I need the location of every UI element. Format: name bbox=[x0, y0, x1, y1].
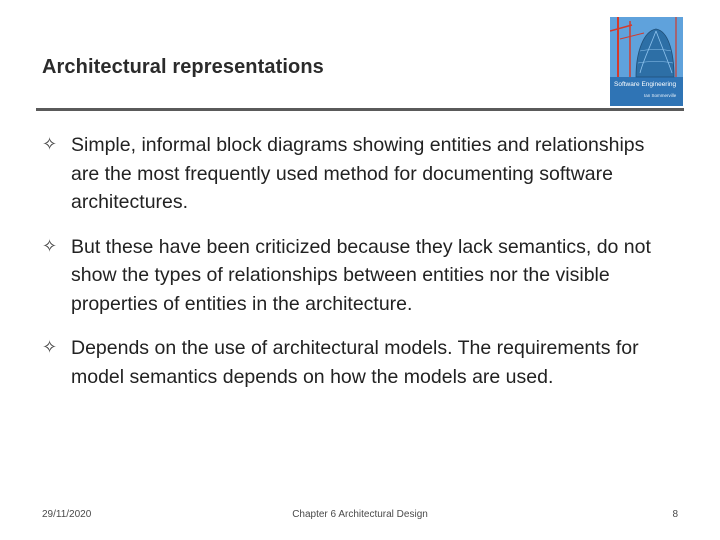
four-pointed-star-outline-icon: ✧ bbox=[42, 337, 58, 358]
book-cover-title: Software Engineering bbox=[614, 81, 677, 88]
book-cover-author: Ian Sommerville bbox=[644, 93, 677, 98]
four-pointed-star-outline-icon: ✧ bbox=[42, 134, 58, 155]
bullet-text: Depends on the use of architectural models. The requirements for model semantics depends on how the models are used. bbox=[71, 337, 639, 388]
bullet-text: Simple, informal block diagrams showing entities and relationships are the most frequently used method for documenting software architectures. bbox=[71, 134, 645, 213]
footer-chapter: Chapter 6 Architectural Design bbox=[292, 509, 428, 520]
footer-date: 29/11/2020 bbox=[42, 509, 92, 520]
footer-page-number: 8 bbox=[672, 509, 678, 520]
bullet-list bbox=[42, 131, 670, 391]
title-divider bbox=[36, 108, 684, 111]
book-cover-image bbox=[610, 17, 683, 106]
bullet-text: But these have been criticized because they lack semantics, do not show the types of relationships between entities nor the visible properties of entities in the architecture. bbox=[71, 235, 651, 315]
bullet-item bbox=[42, 131, 670, 217]
slide-title: Architectural representations bbox=[42, 56, 324, 78]
bullet-item bbox=[42, 334, 670, 391]
bullet-item bbox=[42, 233, 670, 319]
four-pointed-star-outline-icon: ✧ bbox=[42, 235, 58, 257]
